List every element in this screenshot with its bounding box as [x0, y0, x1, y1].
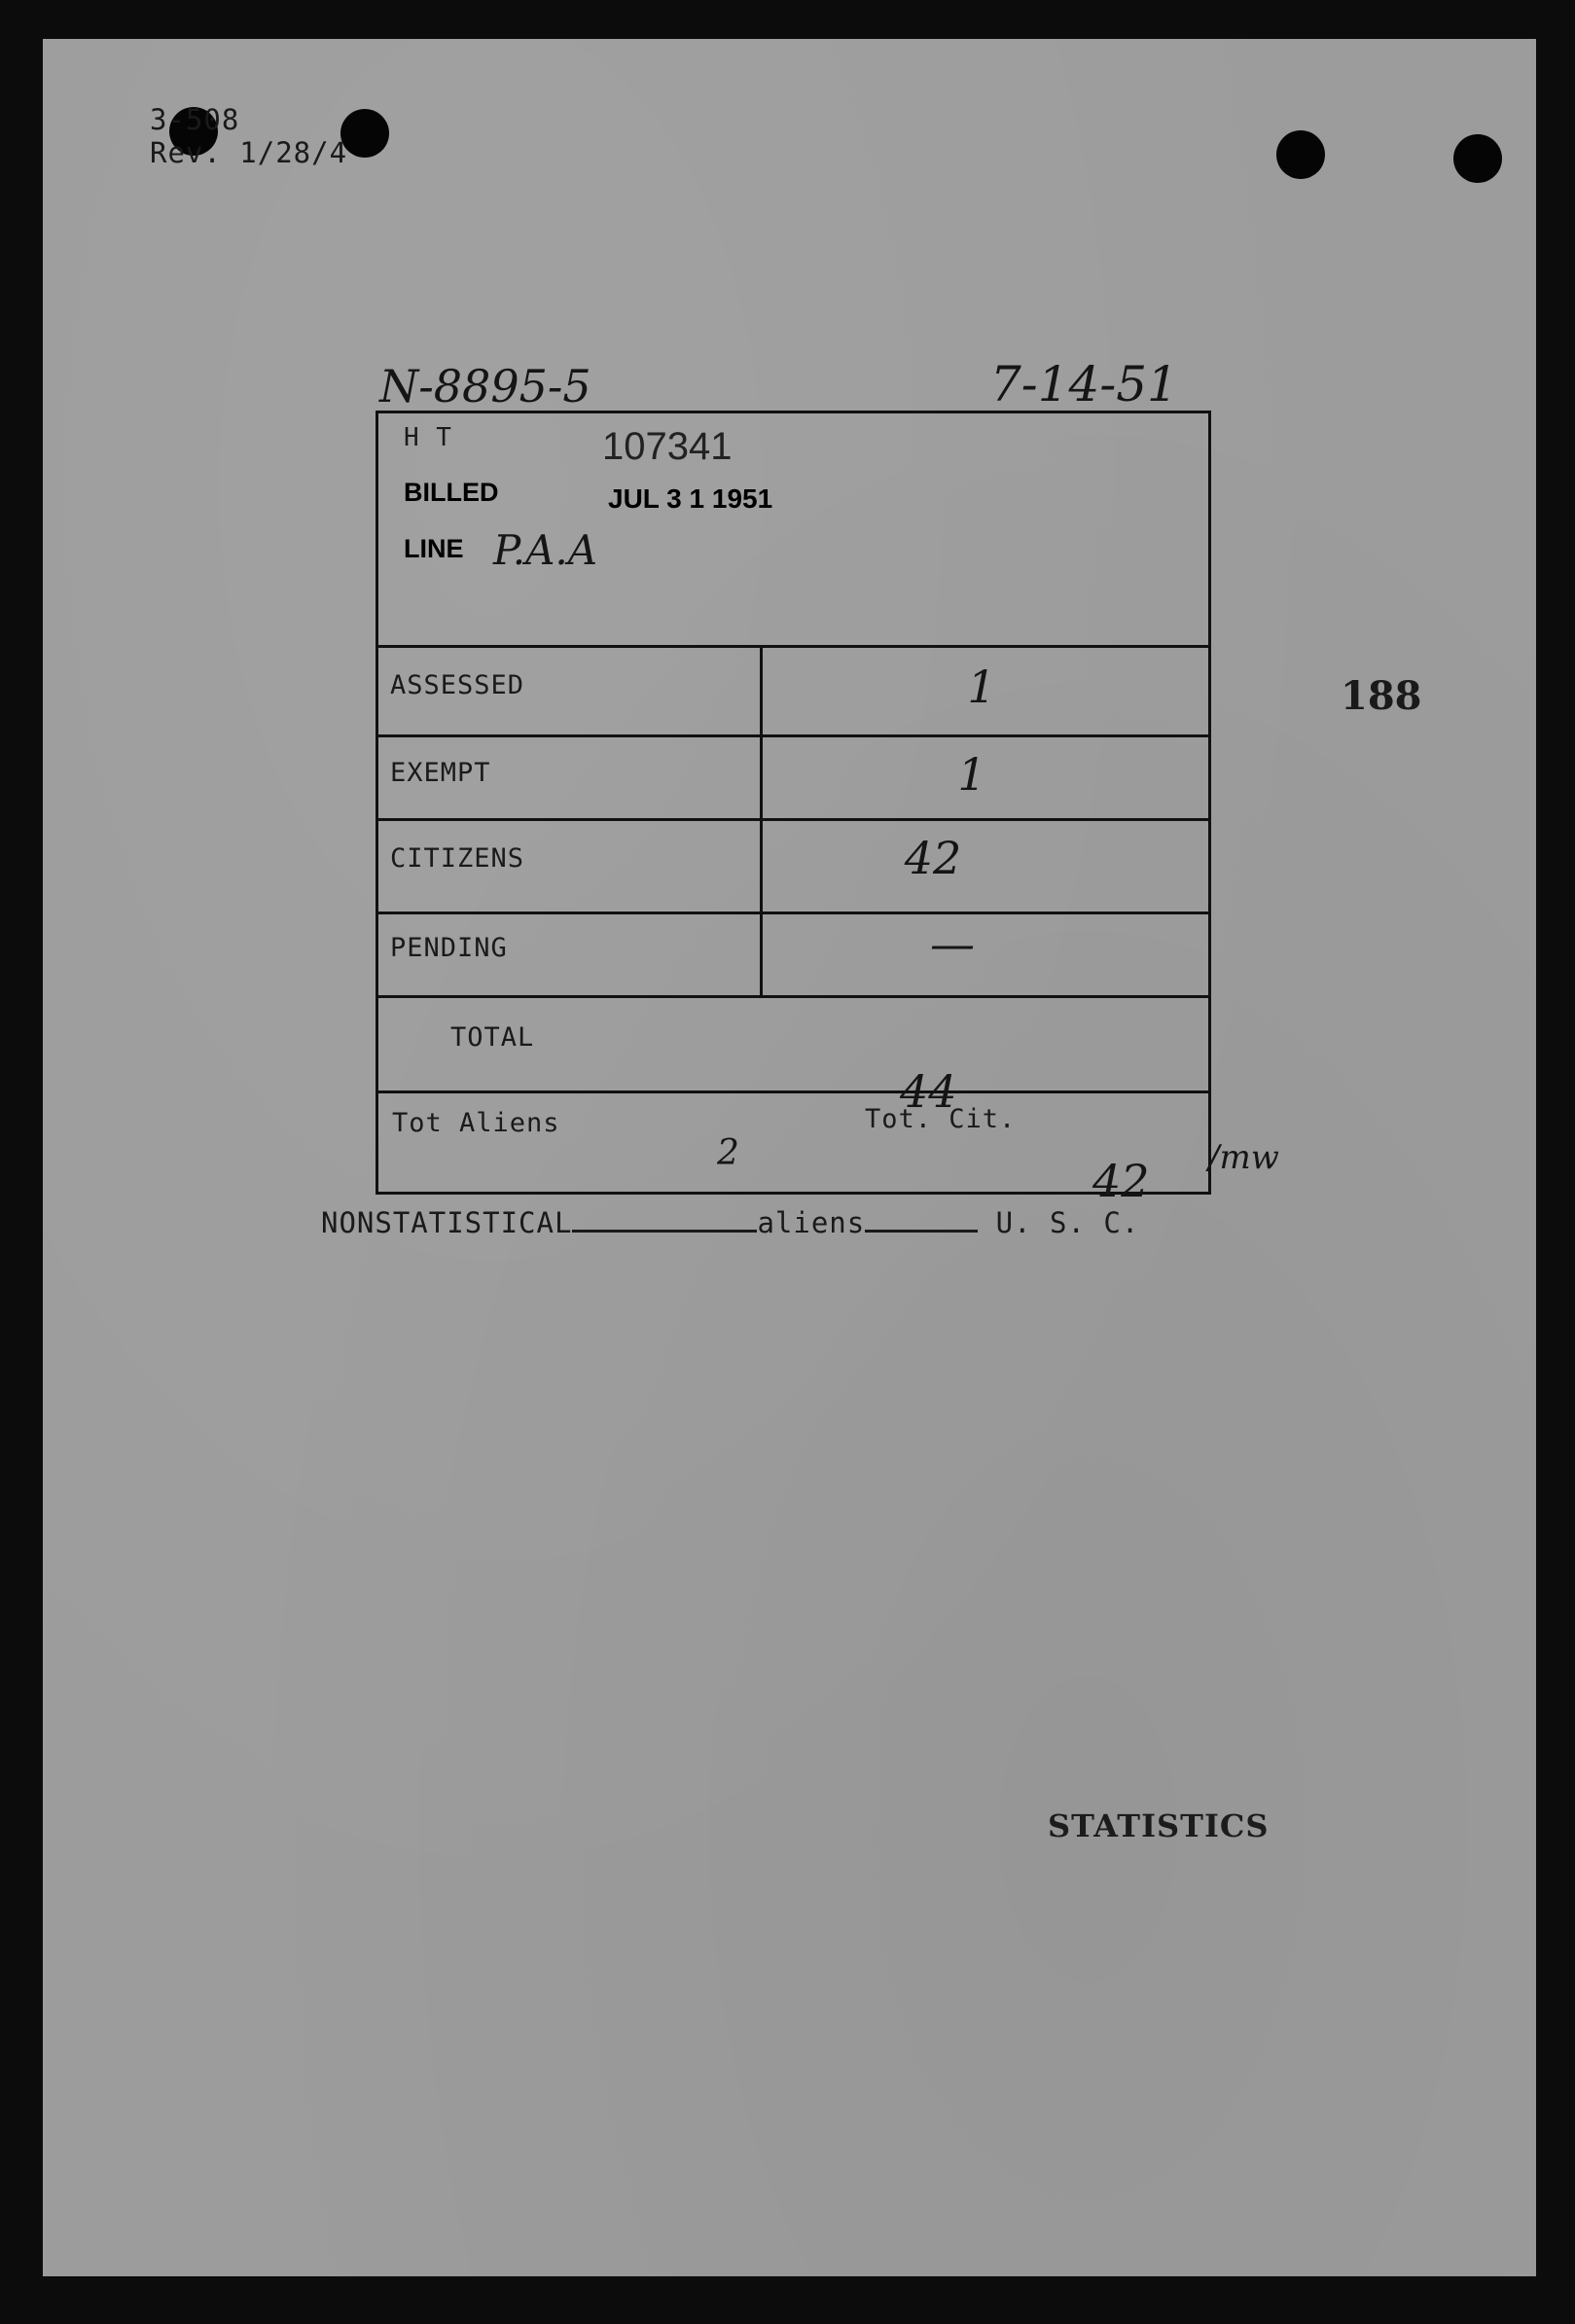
- billed-label: BILLED: [404, 478, 499, 507]
- statistics-stamp: STATISTICS: [1048, 1807, 1270, 1844]
- rule-header-bottom: [378, 645, 1208, 648]
- row-value-pending: —: [930, 917, 975, 970]
- nonstatistical-line: [321, 1204, 1139, 1239]
- form-number-block: [150, 103, 347, 169]
- handwritten-initials: /mw: [1208, 1138, 1279, 1177]
- tot-cit-label: Tot. Cit.: [865, 1104, 1017, 1134]
- rule-assessed-bottom: [378, 734, 1208, 737]
- tot-aliens-label: Tot Aliens: [392, 1108, 560, 1138]
- form-number: 3-508: [150, 103, 240, 136]
- nonstatistical-usc-label: U. S. C.: [995, 1206, 1140, 1239]
- form-revision: Rev. 1/28/4: [150, 136, 348, 169]
- row-value-citizens: 42: [904, 832, 962, 884]
- total-value: 44: [900, 1065, 957, 1118]
- nonstatistical-usc-blank: [865, 1204, 978, 1233]
- ht-value: 107341: [602, 425, 733, 468]
- row-label-exempt: EXEMPT: [390, 758, 491, 788]
- nonstatistical-aliens-label: aliens: [757, 1206, 866, 1239]
- row-value-assessed: 1: [967, 661, 996, 713]
- billed-date-stamp: JUL 3 1 1951: [608, 483, 773, 514]
- rule-exempt-bottom: [378, 818, 1208, 821]
- punch-hole-2: [340, 109, 389, 158]
- document-page: [43, 39, 1536, 2276]
- column-divider: [760, 645, 763, 997]
- nonstatistical-aliens-blank: [572, 1204, 757, 1233]
- page-number: 188: [1341, 673, 1422, 719]
- rule-citizens-bottom: [378, 912, 1208, 914]
- rule-total-bottom: [378, 1090, 1208, 1093]
- line-value: P.A.A: [493, 526, 598, 574]
- row-label-assessed: ASSESSED: [390, 670, 525, 700]
- row-value-exempt: 1: [957, 748, 986, 801]
- line-label: LINE: [404, 534, 464, 563]
- row-label-pending: PENDING: [390, 933, 508, 963]
- handwritten-reference-number: N-8895-5: [379, 360, 591, 412]
- rule-pending-bottom: [378, 995, 1208, 998]
- tally-form: [376, 411, 1211, 1207]
- total-label: TOTAL: [450, 1022, 535, 1053]
- tot-aliens-value: 2: [717, 1133, 739, 1173]
- punch-hole-4: [1453, 134, 1502, 183]
- ht-label: H T: [404, 423, 452, 452]
- punch-hole-3: [1276, 130, 1325, 179]
- row-label-citizens: CITIZENS: [390, 843, 525, 874]
- tot-cit-value: 42: [1092, 1155, 1150, 1207]
- nonstatistical-label: NONSTATISTICAL: [321, 1206, 573, 1239]
- handwritten-date: 7-14-51: [990, 356, 1178, 412]
